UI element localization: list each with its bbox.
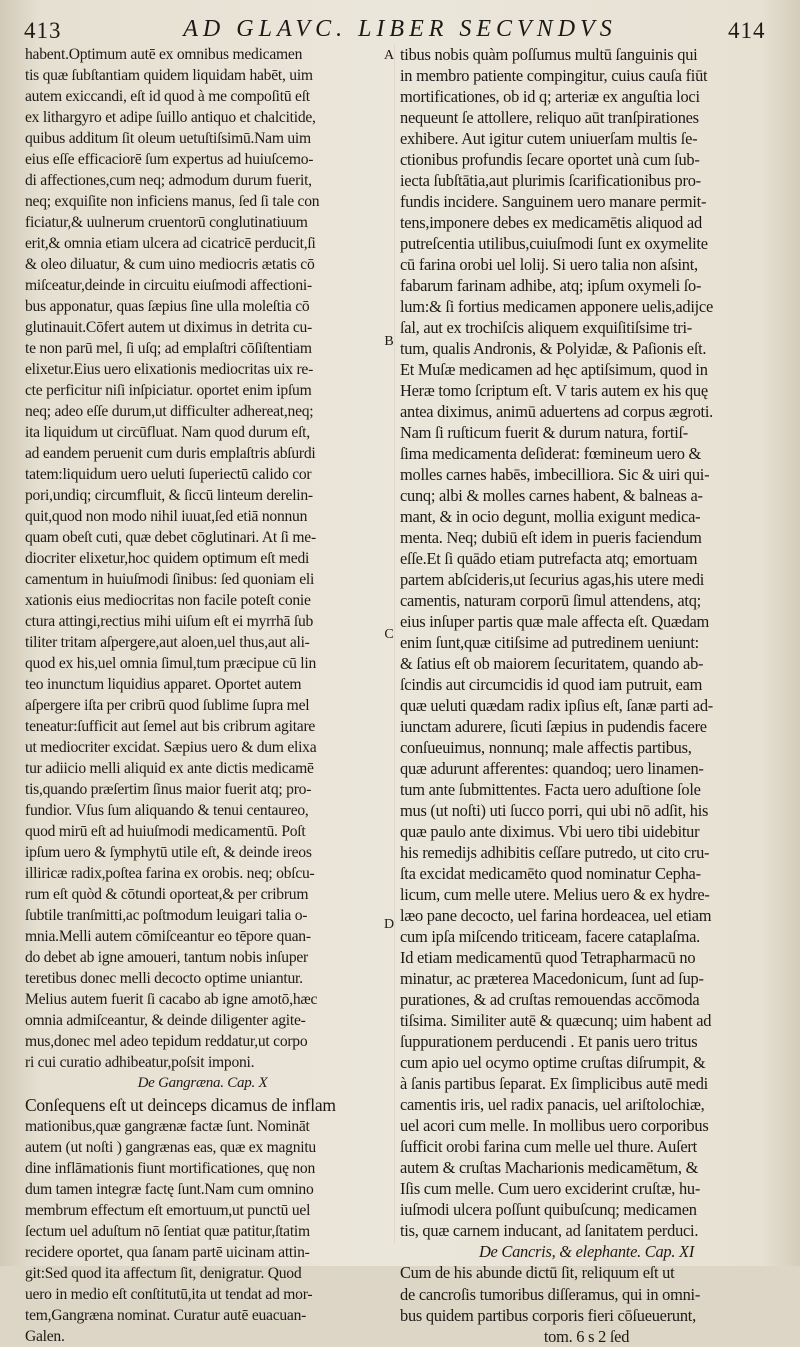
left-text-line: ſubtile tranſmitti,ac poſtmodum leuigari talia o-	[25, 907, 308, 924]
left-text-line: quod ex his,uel omnia ſimul,tum præcipue cū lin	[25, 655, 316, 672]
left-text-line: omnia admiſceantur, & deinde diligenter agite-	[25, 1012, 306, 1029]
left-text-line: do debet ab igne amoueri, tantum nobis inſuper	[25, 949, 308, 966]
left-text-line: quod mirū eſt ad huiuſmodi medicamentū. Poſt	[25, 823, 306, 840]
right-text-line: ſima medicamenta deſiderat: fœmineum uero &	[400, 444, 702, 463]
left-text-line: aſpergere iſta per cribrū quod ſublime ſupra mel	[25, 697, 310, 714]
right-text-line: & ſatius eſt ob maiorem ſecuritatem, quando ab-	[400, 654, 704, 673]
left-text-line: mnia.Melli autem cōmiſceantur eo tēpore quan-	[25, 928, 311, 945]
left-text-column	[25, 44, 380, 1347]
right-text-line: licum, cum melle utere. Melius uero & ex hydre-	[400, 885, 710, 904]
left-text-line: tis,quando præſertim ſinus maior fuerit atq; pro-	[25, 781, 312, 798]
left-text-line: diocriter elixetur,hoc quidem optimum eſt medi	[25, 550, 310, 567]
margin-letter-c: C	[384, 627, 394, 642]
left-text-line: tatem:liquidum uero ueluti ſuperiectū calido cor	[25, 466, 312, 483]
margin-letter-a: A	[383, 48, 395, 63]
right-text-line: cum ipſa miſcendo triticeam, facere cataplaſma.	[400, 927, 700, 946]
left-text-line: te non parū mel, ſi uſq; ad emplaſtri cōſiſtentiam	[25, 340, 312, 357]
left-text-line: dine inflāmationis fiunt mortificationes, quę non	[25, 1160, 316, 1177]
right-text-line: antea diximus, animū aduertens ad corpus ægroti.	[400, 402, 714, 421]
left-text-line: camentum in huiuſmodi ſinibus: ſed quoniam eli	[25, 571, 315, 588]
left-text-line: & oleo diluatur, & cum uino mediocris ætatis cō	[25, 256, 315, 273]
right-text-line: his remedijs adhibitis ceſſare putredo, ut cito cru-	[400, 843, 710, 862]
right-text-line: camentis iris, uel radix panacis, uel ariſtolochiæ,	[400, 1095, 705, 1114]
left-text-line: Conſequens eſt ut deinceps dicamus de inflam	[25, 1095, 336, 1115]
left-text-line: eius eſſe efficaciorē ſum expertus ad huiuſcemo-	[25, 151, 314, 168]
right-text-line: Cum de his abunde dictū ſit, reliquum eſt ut	[400, 1263, 675, 1282]
right-text-line: Nam ſi ruſticum fuerit & durum natura, fortiſ-	[400, 423, 689, 442]
right-text-line: tis, quæ carnem inducant, ad ſanitatem perduci.	[400, 1221, 699, 1240]
left-text-line: autem exiccandi, eſt id quod à me compoſitū eſt	[25, 88, 310, 105]
right-text-line: purationes, & ad cruſtas remouendas accōmoda	[400, 990, 700, 1009]
right-text-line: mant, & in ocio degunt, mollia exigunt medica-	[400, 507, 701, 526]
right-text-line: camentis, naturam corporū ſimul attendens, atq;	[400, 591, 701, 610]
left-text-line: ita liquidum ut circūfluat. Nam quod durum eſt,	[25, 424, 310, 441]
left-text-line: quam obeſt cuti, quæ debet cōglutinari. At ſi me-	[25, 529, 316, 546]
left-text-line: fundior. Vſus ſum aliquando & tenui centaureo,	[25, 802, 309, 819]
right-chapter-heading: De Cancris, & elephante. Cap. XI	[478, 1242, 695, 1261]
left-text-line: ficiatur,& uulnerum cruentorū conglutinatiuum	[25, 214, 308, 231]
right-text-line: partem abſcideris,ut ſecurius agas,his utere medi	[400, 570, 705, 589]
right-text-line: eius inſuper partis quæ male affecta eſt. Quædam	[400, 612, 710, 631]
column-gutter	[394, 44, 395, 1244]
margin-letter-d: D	[383, 917, 395, 932]
left-text-line: dum tamen integræ factę ſunt.Nam cum omnino	[25, 1181, 314, 1198]
right-text-line: tiſsima. Similiter autē & quæcunq; uim habent ad	[400, 1011, 712, 1030]
left-text-line: neq; adeo eſſe durum,ut difficulter adhereat,neq;	[25, 403, 314, 420]
left-text-line: ut mediocriter excidat. Sæpius uero & dum elixa	[25, 739, 317, 756]
left-text-line: tis quæ ſubſtantiam quidem liquidam habēt, uim	[25, 67, 313, 84]
right-text-line: cū farina orobi uel lolij. Si uero talia non aſsint,	[400, 255, 698, 274]
left-text-line: neq; exquiſite non inficiens manus, ſed ſi tale con	[25, 193, 320, 210]
left-text-line: glutinauit.Cōfert autem ut diximus in detrita cu-	[25, 319, 313, 336]
left-text-line: rum eſt quòd & cōtundi oporteat,& per cribrum	[25, 886, 309, 903]
right-text-line: bus quidem partibus corporis fieri cōſueuerunt,	[400, 1306, 696, 1325]
left-text-line: ex lithargyro et adipe ſuillo antiquo et chalcitide,	[25, 109, 316, 126]
right-text-line: in membro patiente compingitur, cuius cauſa fiūt	[400, 66, 708, 85]
right-text-line: autem & cruſtas Macharionis medicamētum, &	[400, 1158, 699, 1177]
left-text-line: teo inunctum liquidius apparet. Oportet autem	[25, 676, 302, 693]
left-text-line: teneatur:ſufficit aut ſemel aut bis cribrum agitare	[25, 718, 316, 735]
right-text-line: Et Muſæ medicamen ad hęc aptiſsimum, quod in	[400, 360, 708, 379]
right-text-line: tum ante ſubmittentes. Facta uero aduſtione ſole	[400, 780, 701, 799]
right-text-line: cunq; albi & molles carnes habent, & balneas a-	[400, 486, 703, 505]
right-folio-number: 414	[728, 18, 766, 43]
right-text-line: læo pane decocto, uel farina hordeacea, uel etiam	[400, 906, 712, 925]
right-text-line: tens,imponere debes ex medicamētis aliquod ad	[400, 213, 702, 232]
right-text-line: nequeunt ſe attollere, reliquo aūt tranſpirationes	[400, 108, 699, 127]
right-text-line: ſuppurationem perducendi . Et panis uero tritus	[400, 1032, 698, 1051]
running-title: AD GLAVC. LIBER SECVNDVS	[183, 16, 617, 42]
right-text-line: iunctam adurere, ſicuti ſæpius in pudendis facere	[400, 717, 707, 736]
left-text-line: membrum effectum eſt emortuum,ut punctū uel	[25, 1202, 311, 1219]
left-text-line: illiricæ radix,poſtea farina ex orobis. neq; obſcu-	[25, 865, 315, 882]
left-text-line: xationis eius mediocritas non facile poteſt conie	[25, 592, 311, 609]
left-text-line: git:Sed quod ita affectum ſit, denigratur. Quod	[25, 1265, 302, 1282]
left-text-line: tem,Gangræna nominat. Curatur autē euacuan-	[25, 1307, 307, 1324]
margin-letter-b: B	[384, 334, 394, 349]
left-text-line: erit,& omnia etiam ulcera ad cicatricē perducit,ſi	[25, 235, 316, 252]
right-catchword-line: tom. 6 s 2 ſed	[543, 1327, 630, 1346]
right-text-line: Heræ tomo ſcriptum eſt. V taris autem ex his quę	[400, 381, 708, 400]
right-text-line: exhibere. Aut igitur cutem uniuerſam multis ſe-	[400, 129, 698, 148]
left-text-line: cte perficitur niſi inſpiciatur. oportet enim ipſum	[25, 382, 312, 399]
left-text-line: tiliter tritam aſpergere,aut aloen,uel thus,aut ali-	[25, 634, 310, 651]
right-text-line: tibus nobis quàm poſſumus multū ſanguinis qui	[400, 45, 698, 64]
left-text-line: recidere oportet, qua ſanam partē uicinam attin-	[25, 1244, 310, 1261]
right-text-line: à ſanis partibus ſeparat. Ex ſimplicibus autē medi	[400, 1074, 708, 1093]
right-text-line: tum, qualis Andronis, & Polyidæ, & Paſionis eſt.	[400, 339, 707, 358]
left-text-line: Melius autem fuerit ſi cacabo ab igne amotō,hæc	[25, 991, 318, 1008]
left-text-line: miſceatur,deinde in circuitu eiuſmodi affectioni-	[25, 277, 312, 294]
right-text-line: mus (ut noſti) uti ſucco porri, qui ubi nō adſit, his	[400, 801, 709, 820]
right-text-column	[400, 44, 773, 1347]
right-text-line: molles carnes habēs, imbecilliora. Sic & uiri qui-	[400, 465, 710, 484]
right-text-line: ſcindis aut circumcidis id quod iam putruit, eam	[400, 675, 703, 694]
right-text-line: Id etiam medicamentū quod Tetrapharmacū no	[400, 948, 696, 967]
right-text-line: enim ſunt,quæ citiſsime ad putredinem ueniunt:	[400, 633, 699, 652]
left-text-line: mationibus,quæ gangrænæ factæ ſunt. Nomināt	[25, 1118, 310, 1135]
left-text-line: ctura attingi,rectius mihi uiſum eſt ei myrrhā ſub	[25, 613, 314, 630]
left-text-line: mus,donec mel adeo tepidum reddatur,ut corpo	[25, 1033, 308, 1050]
left-text-line: elixetur.Eius uero elixationis mediocritas uix re-	[25, 361, 314, 378]
left-text-line: quibus additum ſit oleum uetuſtiſsimū.Nam uim	[25, 130, 311, 147]
right-text-line: mortificationes, ob id q; arteriæ ex anguſtia loci	[400, 87, 700, 106]
left-text-line: ad eandem peruenit cum duris emplaſtris abſurdi	[25, 445, 316, 462]
left-text-line: autem (ut noſti ) gangrænas eas, quæ ex magnitu	[25, 1139, 316, 1156]
right-text-line: menta. Neq; dubiū eſt idem in pueris faciendum	[400, 528, 702, 547]
right-text-line: Iſis cum melle. Cum uero exciderint cruſtæ, hu-	[400, 1179, 701, 1198]
left-text-line: ſectum uel aduſtum nō ſentiat quæ patitur,ſtatim	[25, 1223, 310, 1240]
left-text-line: ri cui curatio adhibeatur,poſsit imponi.	[25, 1054, 255, 1071]
right-text-line: quæ ueluti quædam radix ipſius eſt, ſanæ parti ad-	[400, 696, 713, 715]
right-text-line: iuſmodi ulcera poſſunt quibuſcunq; medicamen	[400, 1200, 697, 1219]
left-signature-mark: Galen.	[25, 1328, 65, 1345]
right-text-line: quæ paulo ante diximus. Vbi uero tibi uidebitur	[400, 822, 700, 841]
right-text-line: conſueuimus, nonnunq; male affectis partibus,	[400, 738, 692, 757]
right-text-line: ſta excidat medicamēto quod nominatur Cepha-	[400, 864, 701, 883]
right-text-line: fabarum farinam adhibe, atq; ipſum oxymeli ſo-	[400, 276, 702, 295]
left-text-line: ipſum uero & ſymphytū utile eſt, & deinde ireos	[25, 844, 312, 861]
right-text-line: de cancroſis tumoribus diſſeramus, qui in omni-	[400, 1285, 701, 1304]
left-text-line: quit,quod non modo nihil iuuat,ſed etiā nonnun	[25, 508, 308, 525]
right-text-line: cum apio uel ocymo optime cruſtas diſrumpit, &	[400, 1053, 706, 1072]
left-text-line: uero in medio eſt conſtitutū,ita ut tendat ad mor-	[25, 1286, 313, 1303]
left-text-line: pori,undiq; circumfluit, & ſiccū linteum derelin-	[25, 487, 313, 504]
left-text-line: habent.Optimum autē ex omnibus medicamen	[25, 46, 303, 63]
left-chapter-heading: De Gangræna. Cap. X	[137, 1075, 268, 1091]
right-text-line: fundis incidere. Sanguinem uero manare permit-	[400, 192, 707, 211]
right-text-line: iecta ſubſtātia,aut plurimis ſcarificationibus pro-	[400, 171, 701, 190]
right-text-line: uel acori cum melle. In mollibus uero corporibus	[400, 1116, 709, 1135]
right-text-line: ſufficit orobi farina cum melle uel thure. Auſert	[400, 1137, 697, 1156]
right-text-line: ctionibus profundis ſecare oportet unà cum ſub-	[400, 150, 700, 169]
right-text-line: quæ adurunt afferentes: quandoq; uero linamen-	[400, 759, 704, 778]
left-text-line: bus apponatur, quas ſæpius ſine ulla moleſtia cō	[25, 298, 310, 315]
left-folio-number: 413	[24, 18, 62, 43]
right-text-line: ſal, aut ex trochiſcis aliquem exquiſitiſsime tri-	[400, 318, 693, 337]
right-text-line: lum:& ſi fortius medicamen apponere uelis,adijce	[400, 297, 713, 316]
page-header	[0, 10, 800, 44]
left-text-line: tur adiicio melli aliquid ex ante dictis medicamē	[25, 760, 314, 777]
left-text-line: di affectiones,cum neq; admodum durum fuerit,	[25, 172, 312, 189]
left-text-line: teretibus donec melli decocto optime uniantur.	[25, 970, 303, 987]
right-text-line: putreſcentia utilibus,cuiuſmodi ſunt ex oxymelite	[400, 234, 708, 253]
right-text-line: eſſe.Et ſi quādo etiam putrefacta atq; emortuam	[400, 549, 698, 568]
right-text-line: minatur, ac præterea Macedonicum, ſunt ad ſup-	[400, 969, 704, 988]
